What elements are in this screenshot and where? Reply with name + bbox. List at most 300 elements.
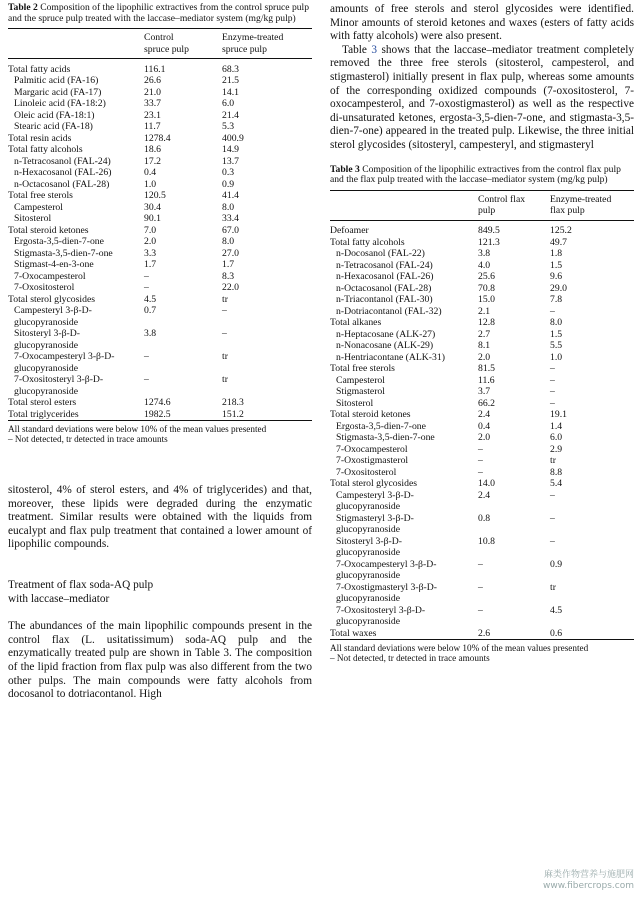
row-label: n-Tetracosanol (FAL-24)	[336, 259, 433, 271]
table-row	[8, 144, 312, 156]
row-label: n-Docosanol (FAL-22)	[336, 248, 425, 260]
row-label: Total triglycerides	[8, 408, 79, 420]
row-value-treated	[550, 501, 634, 513]
row-value-control: 1278.4	[144, 132, 171, 144]
row-value-control: 30.4	[144, 201, 161, 213]
row-label: Total fatty alcohols	[330, 236, 405, 248]
table-row	[330, 237, 634, 249]
table-row	[8, 121, 312, 133]
row-value-treated	[222, 340, 312, 352]
table3-footnote-2	[330, 653, 634, 663]
row-label: glucopyranoside	[14, 385, 79, 397]
row-label: Palmitic acid (FA-16)	[14, 75, 99, 86]
table-row	[330, 421, 634, 433]
table-row	[8, 259, 312, 271]
row-value-treated: 5.5	[550, 340, 563, 352]
row-value-control: 2.0	[478, 351, 491, 363]
table-row	[8, 98, 312, 110]
row-value-treated: 21.5	[222, 75, 239, 86]
table-row	[330, 375, 634, 387]
table-row	[330, 260, 634, 272]
row-label: 7-Oxocampesteryl 3-β-D-	[14, 351, 115, 362]
table3-caption-text: Composition of the lipophilic extractives from the control flax pulp and the flax pulp treated with the laccase–mediator system (mg/kg pulp)	[330, 163, 621, 186]
table-row	[330, 605, 634, 617]
row-value-control: 26.6	[144, 75, 161, 86]
row-value-control: 1.0	[144, 178, 157, 190]
row-value-treated: 0.9	[550, 558, 563, 570]
row-value-control: –	[144, 282, 149, 293]
row-label: Sitosterol	[14, 213, 52, 224]
table-row	[8, 110, 312, 122]
row-value-control: 25.6	[478, 271, 495, 283]
row-value-treated: 8.3	[222, 270, 235, 282]
row-value-treated: 19.1	[550, 409, 567, 421]
table-row	[330, 547, 634, 559]
row-value-treated: –	[550, 489, 555, 501]
row-value-treated: 6.0	[222, 98, 235, 109]
row-value-control: –	[144, 374, 149, 385]
row-value-control: –	[478, 443, 483, 455]
table-row	[8, 75, 312, 87]
row-value-treated: 8.0	[222, 201, 235, 213]
table-row	[8, 294, 312, 306]
row-label: Stigmasta-3,5-dien-7-one	[14, 247, 113, 259]
row-value-treated: 22.0	[222, 282, 239, 293]
table-row	[330, 536, 634, 548]
row-label: Defoamer	[330, 225, 369, 237]
row-value-control: –	[144, 270, 149, 282]
row-value-control: 4.0	[478, 259, 491, 271]
table-row	[330, 317, 634, 329]
row-value-control: 21.0	[144, 86, 161, 98]
row-label: n-Heptacosane (ALK-27)	[336, 328, 436, 340]
row-value-control	[478, 616, 550, 628]
row-value-treated: –	[550, 512, 555, 524]
row-label: 7-Oxostigmasteryl 3-β-D-	[336, 581, 437, 593]
table3	[330, 190, 634, 641]
row-value-treated: 0.9	[222, 178, 235, 190]
row-label: n-Triacontanol (FAL-30)	[336, 294, 433, 306]
row-value-control: 15.0	[478, 294, 495, 306]
table-row	[330, 398, 634, 410]
row-label: n-Tetracosanol (FAL-24)	[14, 155, 111, 167]
row-value-treated: 400.9	[222, 132, 244, 144]
row-value-control: 2.1	[478, 305, 491, 317]
row-value-control: 11.7	[144, 121, 161, 132]
row-value-control: –	[478, 558, 483, 570]
row-value-control: –	[478, 604, 483, 616]
table-row	[8, 282, 312, 294]
watermark-line-1: 麻类作物营养与施肥网	[543, 870, 634, 880]
row-value-treated	[222, 363, 312, 375]
row-value-control: 2.6	[478, 627, 491, 639]
table3-caption	[330, 165, 634, 186]
table-row	[330, 306, 634, 318]
row-label: Total steroid ketones	[8, 224, 89, 236]
row-value-control	[478, 570, 550, 582]
row-value-control: 2.0	[478, 432, 491, 444]
row-value-control: 116.1	[144, 63, 166, 75]
table-row	[330, 467, 634, 479]
row-label: Oleic acid (FA-18:1)	[14, 109, 95, 121]
table3-col1-header: Control flax pulp	[478, 193, 526, 217]
right-paragraph-2	[330, 44, 634, 153]
table-row	[8, 351, 312, 363]
site-watermark	[543, 870, 634, 892]
row-value-control: 81.5	[478, 363, 495, 375]
row-label: Stearic acid (FA-18)	[14, 121, 93, 132]
row-value-treated: 1.8	[550, 248, 563, 260]
row-value-treated: 218.3	[222, 397, 244, 408]
row-value-control	[478, 547, 550, 559]
row-value-control: 23.1	[144, 109, 161, 121]
table-row	[330, 444, 634, 456]
row-value-treated: 33.4	[222, 213, 239, 224]
right-column	[330, 0, 634, 663]
row-value-treated: 1.4	[550, 420, 563, 432]
row-label: 7-Oxocampesterol	[14, 270, 86, 282]
row-value-control: 7.0	[144, 224, 157, 236]
row-label: Linoleic acid (FA-18:2)	[14, 98, 106, 109]
row-value-control: 8.1	[478, 340, 491, 352]
table-row	[8, 190, 312, 202]
row-value-treated	[550, 616, 634, 628]
right-paragraph-1: amounts of free sterols and sterol glycosides were identified. Minor amounts of steroid ketones and waxes (esters of fatty acids with fatty alcohols) were also present.	[330, 3, 634, 43]
row-value-treated: 9.6	[550, 271, 563, 283]
row-value-treated: 1.5	[550, 259, 563, 271]
right-paragraph-2-post: shows that the laccase–mediator treatment completely removed the three free sterols (sitosterol, campesterol, and stigmasterol) initially present in flax pulp, whereas some amounts of the corresponding oxidized compounds (7-oxositosterol, 7-oxocampesterol, and 7-oxostigmasterol) as well as the respective di-unsaturated ketones, ergosta-3,5-dien-7-one, and stigmasta-3,5-dien-7-one) appeared in the treated pulp. Likewise, the three initial sterol glycosides (sitosteryl, campesteryl, and stigmasteryl	[330, 43, 634, 151]
row-label: glucopyranoside	[336, 616, 401, 628]
table2-col2-header: Enzyme-treated spruce pulp	[222, 32, 284, 55]
row-label: Campesterol	[14, 201, 63, 213]
row-value-control: 1.7	[144, 259, 157, 270]
row-value-control: 2.7	[478, 328, 491, 340]
row-value-treated: 5.3	[222, 121, 235, 132]
row-value-treated: 21.4	[222, 109, 239, 121]
row-label: Sitosterol	[336, 397, 374, 409]
row-value-control: –	[478, 455, 483, 467]
table-row	[330, 593, 634, 605]
row-value-control	[478, 593, 550, 605]
table3-footnote-2-text: – Not detected, tr detected in trace amounts	[330, 653, 490, 664]
table-row	[330, 225, 634, 237]
row-label: glucopyranoside	[14, 316, 79, 328]
row-value-treated: 1.7	[222, 259, 235, 270]
row-value-treated: –	[222, 305, 227, 316]
table-row	[330, 248, 634, 260]
row-value-control: 4.5	[144, 293, 157, 305]
row-label: Campesterol	[336, 374, 385, 386]
row-value-treated: 8.0	[550, 317, 563, 329]
table2-body	[8, 64, 312, 421]
table-row	[8, 167, 312, 179]
table-row	[330, 329, 634, 341]
row-value-control: 0.8	[478, 512, 491, 524]
section-heading-line-2: with laccase–mediator	[8, 592, 110, 605]
table-row	[8, 386, 312, 398]
row-label: glucopyranoside	[336, 524, 401, 536]
table-row	[8, 397, 312, 409]
row-label: n-Octacosanol (FAL-28)	[14, 178, 110, 190]
row-value-treated: 68.3	[222, 63, 239, 75]
row-label: Stigmasteryl 3-β-D-	[336, 512, 414, 524]
row-value-treated: 125.2	[550, 225, 572, 237]
row-label: glucopyranoside	[14, 362, 79, 374]
row-label: Total alkanes	[330, 317, 382, 329]
row-value-control: 14.0	[478, 478, 495, 490]
row-label: n-Hentriacontane (ALK-31)	[336, 351, 445, 363]
row-value-treated: –	[222, 328, 227, 339]
left-paragraph-2: The abundances of the main lipophilic compounds present in the control flax (L. usitatissimum) soda-AQ pulp and the enzymatically treated pulp are shown in Table 3. The composition of the lipid fraction from flax pulp was also different from the two other pulps. The main compounds were fatty alcohols from docosanol to dotriacontanol. High	[8, 620, 312, 701]
table2	[8, 28, 312, 421]
row-label: n-Octacosanol (FAL-28)	[336, 282, 432, 294]
row-value-treated: 41.4	[222, 190, 239, 201]
section-heading	[8, 579, 312, 606]
row-value-control	[144, 317, 222, 329]
row-value-control: 0.4	[478, 420, 491, 432]
table-row	[8, 328, 312, 340]
row-label: Stigmasta-3,5-dien-7-one	[336, 432, 435, 444]
row-value-treated: 29.0	[550, 282, 567, 294]
row-label: 7-Oxocampesteryl 3-β-D-	[336, 558, 437, 570]
row-label: Total sterol glycosides	[330, 478, 418, 490]
table-row	[8, 363, 312, 375]
row-value-control: 3.8	[144, 328, 157, 339]
table-row	[8, 225, 312, 237]
table-row	[8, 87, 312, 99]
row-value-treated: –	[550, 535, 555, 547]
row-value-treated: 4.5	[550, 604, 563, 616]
row-label: glucopyranoside	[14, 339, 79, 351]
row-value-treated: 0.6	[550, 627, 563, 639]
row-value-control	[144, 386, 222, 398]
row-value-treated: 7.8	[550, 294, 563, 306]
row-value-treated	[550, 547, 634, 559]
table-row	[8, 317, 312, 329]
table-row	[330, 294, 634, 306]
table-row	[330, 363, 634, 375]
table2-caption	[8, 3, 312, 24]
table2-footnote-1: All standard deviations were below 10% of the mean values presented	[8, 424, 267, 434]
row-value-treated: 13.7	[222, 155, 239, 167]
row-label: Sitosteryl 3-β-D-	[14, 328, 81, 339]
row-value-control: 1274.6	[144, 397, 171, 408]
row-value-control: 66.2	[478, 397, 495, 409]
row-value-control	[478, 501, 550, 513]
table2-footnote-2-text: – Not detected, tr detected in trace amounts	[8, 434, 168, 444]
table-row	[330, 570, 634, 582]
row-label: 7-Oxocampesterol	[336, 443, 408, 455]
left-column	[8, 0, 312, 702]
row-label: Campesteryl 3-β-D-	[14, 305, 92, 316]
row-label: 7-Oxositosteryl 3-β-D-	[336, 604, 426, 616]
row-label: glucopyranoside	[336, 593, 401, 605]
table-row	[8, 202, 312, 214]
row-value-treated: tr	[222, 374, 228, 385]
row-value-control: 12.8	[478, 317, 495, 329]
left-paragraph-1: sitosterol, 4% of sterol esters, and 4% of triglycerides) and that, moreover, these lipids were degraded during the enzymatic treatment. Similar results were obtained with the liquids from eucalypt and flax pulp treatment that contained a lower amount of lipophilic compounds.	[8, 484, 312, 551]
row-value-treated: 0.3	[222, 167, 235, 178]
row-label: Total waxes	[330, 627, 377, 639]
table-row	[8, 64, 312, 76]
table3-col2-header: Enzyme-treated flax pulp	[550, 193, 612, 217]
table2-caption-label: Table 2	[8, 2, 38, 13]
row-value-treated: 27.0	[222, 247, 239, 259]
row-value-control: 0.7	[144, 305, 157, 316]
row-value-control: 1982.5	[144, 408, 171, 420]
table3-body	[330, 225, 634, 640]
watermark-line-2: www.fibercrops.com	[543, 881, 634, 891]
row-label: Margaric acid (FA-17)	[14, 86, 102, 98]
row-label: 7-Oxositosterol	[336, 466, 397, 478]
table2-footnote-2	[8, 434, 312, 444]
row-value-treated: tr	[550, 455, 556, 467]
table-row	[330, 582, 634, 594]
row-label: glucopyranoside	[336, 570, 401, 582]
row-value-treated: 1.0	[550, 351, 563, 363]
row-label: Total fatty acids	[8, 63, 71, 75]
table-row	[8, 271, 312, 283]
table2-col1-header: Control spruce pulp	[144, 32, 189, 55]
row-label: Total resin acids	[8, 132, 72, 144]
table-row	[8, 409, 312, 421]
row-label: Total free sterols	[330, 363, 395, 375]
section-heading-line-1: Treatment of flax soda-AQ pulp	[8, 578, 154, 591]
row-label: Campesteryl 3-β-D-	[336, 489, 414, 501]
table3-caption-label: Table 3	[330, 163, 360, 175]
row-value-control: 121.3	[478, 236, 500, 248]
row-value-treated: –	[550, 305, 555, 317]
row-label: n-Hexacosanol (FAL-26)	[14, 167, 112, 178]
row-value-control: 2.4	[478, 489, 491, 501]
right-paragraph-2-pre: Table	[342, 43, 372, 56]
table-row	[8, 340, 312, 352]
table-row	[8, 305, 312, 317]
row-value-treated	[550, 524, 634, 536]
table2-caption-text: Composition of the lipophilic extractives from the control spruce pulp and the spruce pulp treated with the laccase–mediator system (mg/kg pulp)	[8, 2, 310, 24]
table-row	[8, 248, 312, 260]
row-label: Total fatty alcohols	[8, 144, 83, 155]
table-row	[8, 374, 312, 386]
row-value-treated: 5.4	[550, 478, 563, 490]
row-value-control: –	[478, 581, 483, 593]
row-label: Total free sterols	[8, 190, 73, 201]
row-label: Sitosteryl 3-β-D-	[336, 535, 403, 547]
row-label: n-Hexacosanol (FAL-26)	[336, 271, 434, 283]
row-value-control: 849.5	[478, 225, 500, 237]
row-value-treated	[222, 386, 312, 398]
row-value-treated: 67.0	[222, 224, 239, 236]
table2-header	[8, 29, 312, 59]
row-value-control: –	[478, 466, 483, 478]
row-value-treated: 151.2	[222, 408, 244, 420]
row-value-treated: –	[550, 397, 555, 409]
row-value-control: 70.8	[478, 282, 495, 294]
table-row	[330, 628, 634, 640]
table-row	[330, 352, 634, 364]
table-row	[330, 409, 634, 421]
row-value-control	[478, 524, 550, 536]
row-label: n-Nonacosane (ALK-29)	[336, 340, 434, 352]
row-value-treated: 1.5	[550, 328, 563, 340]
row-value-control: 3.3	[144, 247, 157, 259]
table-row	[330, 432, 634, 444]
row-value-treated: tr	[222, 351, 228, 362]
row-label: Total sterol esters	[8, 397, 77, 408]
row-value-treated: 6.0	[550, 432, 563, 444]
table-row	[330, 616, 634, 628]
row-value-treated: –	[550, 374, 555, 386]
table-row	[330, 501, 634, 513]
row-value-control	[144, 340, 222, 352]
row-label: Total steroid ketones	[330, 409, 411, 421]
row-value-control: 33.7	[144, 98, 161, 109]
row-value-treated: 8.8	[550, 466, 563, 478]
table-row	[330, 524, 634, 536]
row-value-control: 0.4	[144, 167, 157, 178]
row-value-treated: tr	[222, 293, 228, 305]
table-row	[8, 156, 312, 168]
table-row	[330, 559, 634, 571]
row-value-control: –	[144, 351, 149, 362]
table3-header	[330, 191, 634, 221]
row-value-control: 2.0	[144, 236, 157, 247]
row-value-treated: –	[550, 363, 555, 375]
row-value-control: 3.7	[478, 386, 491, 398]
row-value-treated: 49.7	[550, 236, 567, 248]
row-value-control	[144, 363, 222, 375]
row-label: 7-Oxostigmasterol	[336, 455, 409, 467]
table-row	[8, 179, 312, 191]
row-label: Stigmast-4-en-3-one	[14, 259, 94, 270]
table-row	[330, 455, 634, 467]
table-row	[330, 513, 634, 525]
row-label: n-Dotriacontanol (FAL-32)	[336, 305, 442, 317]
table3-footnote-1: All standard deviations were below 10% of the mean values presented	[330, 643, 589, 654]
row-value-treated: 2.9	[550, 443, 563, 455]
row-value-treated: 14.1	[222, 86, 239, 98]
row-value-treated	[550, 570, 634, 582]
row-value-treated: tr	[550, 581, 556, 593]
table-row	[330, 386, 634, 398]
row-value-treated	[550, 593, 634, 605]
row-value-control: 11.6	[478, 374, 495, 386]
row-value-control: 18.6	[144, 144, 161, 155]
table3-reference-link[interactable]: 3	[371, 43, 378, 56]
row-label: Stigmasterol	[336, 386, 385, 398]
row-value-control: 120.5	[144, 190, 166, 201]
row-value-treated	[222, 317, 312, 329]
row-label: Ergosta-3,5-dien-7-one	[14, 236, 104, 247]
row-label: Ergosta-3,5-dien-7-one	[336, 420, 426, 432]
table-row	[330, 490, 634, 502]
table-row	[330, 340, 634, 352]
row-value-control: 10.8	[478, 535, 495, 547]
row-label: 7-Oxositosterol	[14, 282, 75, 293]
row-value-treated: 14.9	[222, 144, 239, 155]
row-value-control: 2.4	[478, 409, 491, 421]
table-row	[330, 478, 634, 490]
row-value-treated: 8.0	[222, 236, 235, 247]
row-label: Total sterol glycosides	[8, 293, 96, 305]
row-label: glucopyranoside	[336, 547, 401, 559]
table-row	[8, 133, 312, 145]
table-row	[330, 271, 634, 283]
row-value-control: 3.8	[478, 248, 491, 260]
row-value-treated: –	[550, 386, 555, 398]
row-label: glucopyranoside	[336, 501, 401, 513]
row-value-control: 17.2	[144, 155, 161, 167]
